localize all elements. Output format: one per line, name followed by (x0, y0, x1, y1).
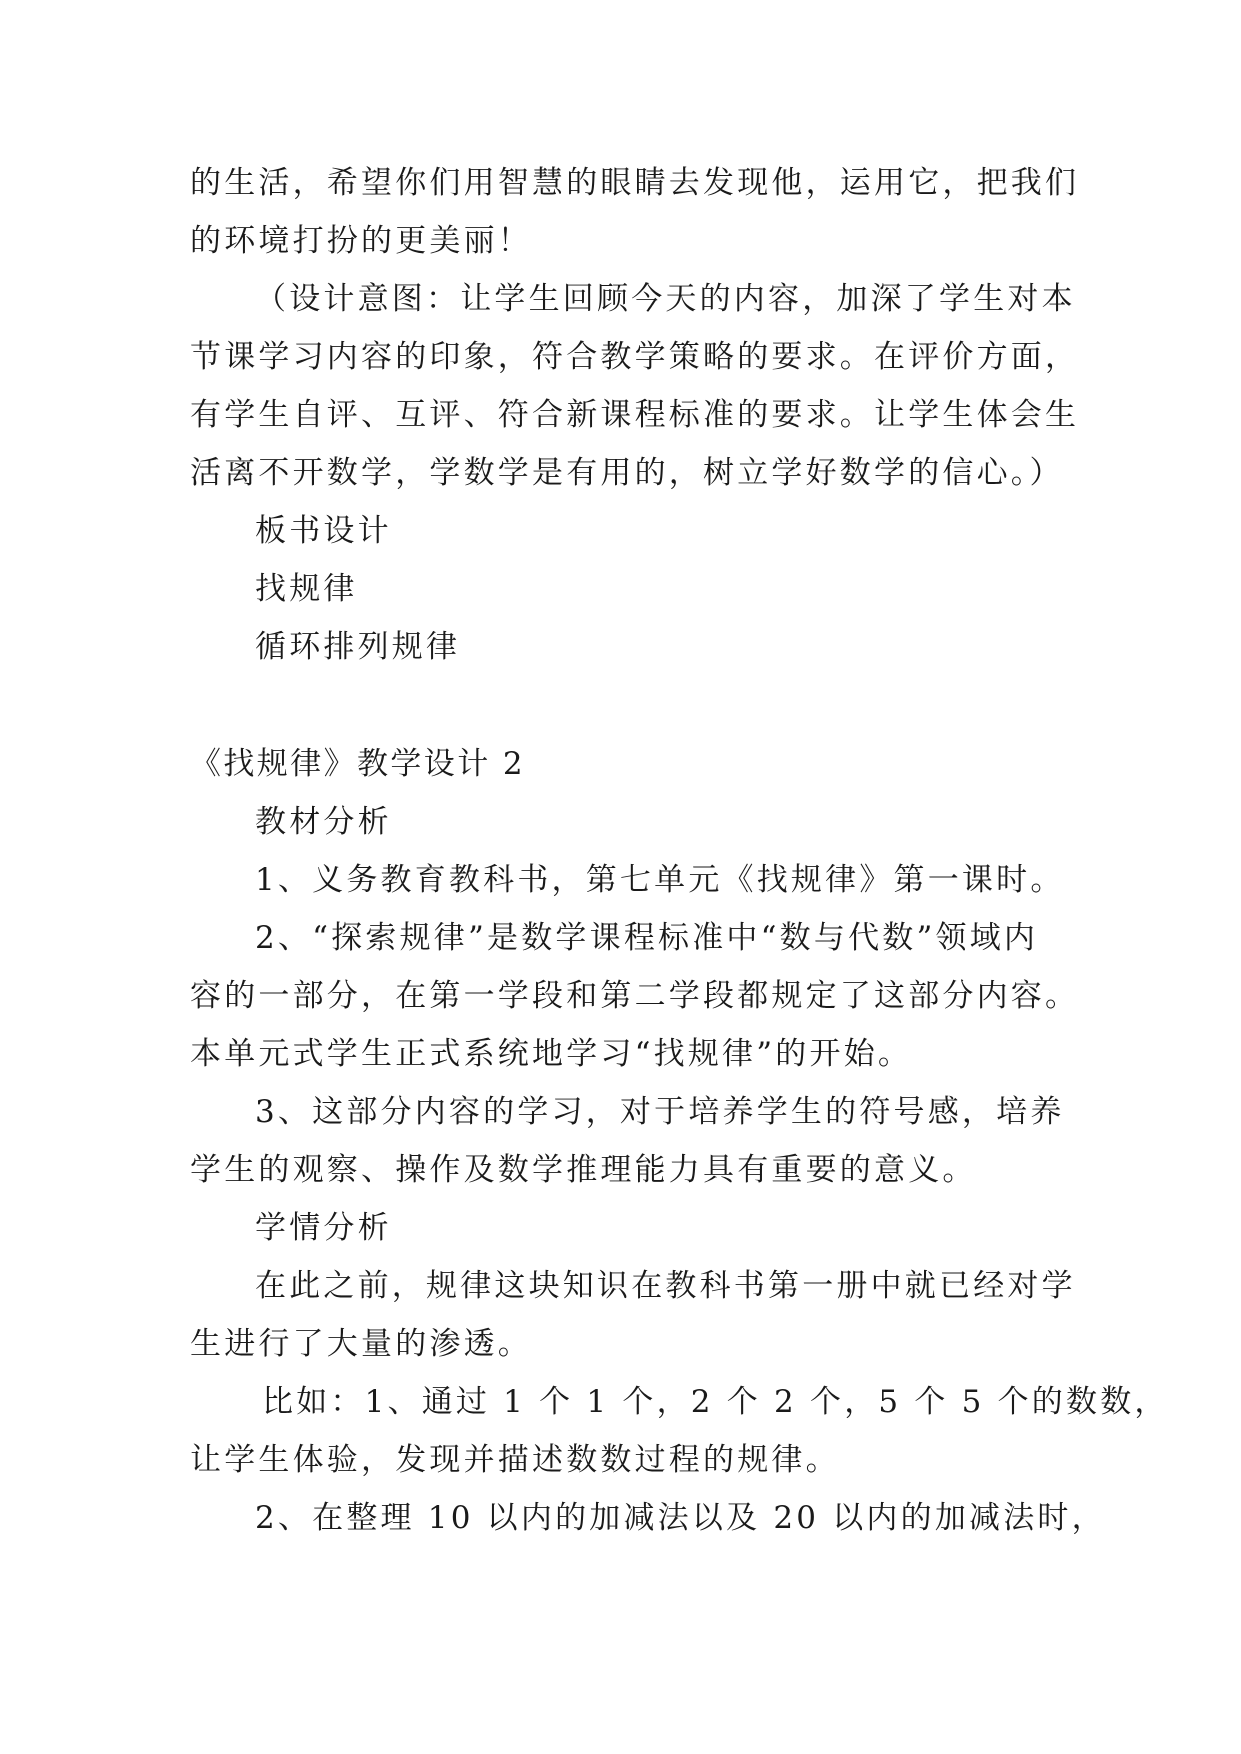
section-heading: 板书设计 (255, 513, 392, 549)
text-line: 1、义务教育教科书，第七单元《找规律》第一课时。 (255, 862, 1065, 898)
text-line: （设计意图：让学生回顾今天的内容，加深了学生对本 (255, 281, 1076, 317)
text-line: 在此之前，规律这块知识在教科书第一册中就已经对学 (255, 1268, 1076, 1304)
text-line: 生进行了大量的渗透。 (190, 1326, 532, 1362)
text-line: 的环境打扮的更美丽！ (190, 223, 532, 259)
text-line: 3、这部分内容的学习，对于培养学生的符号感，培养 (255, 1094, 1065, 1130)
text-line: 容的一部分，在第一学段和第二学段都规定了这部分内容。 (190, 978, 1080, 1014)
section-heading: 学情分析 (255, 1210, 392, 1246)
text-line: 比如：1、通过 1 个 1 个，2 个 2 个，5 个 5 个的数数， (262, 1384, 1169, 1420)
text-line: 循环排列规律 (255, 629, 461, 665)
text-line: 让学生体验，发现并描述数数过程的规律。 (190, 1442, 840, 1478)
text-line: 2、“探索规律”是数学课程标准中“数与代数”领域内 (255, 920, 1039, 956)
text-line: 找规律 (255, 571, 358, 607)
text-line: 活离不开数学，学数学是有用的，树立学好数学的信心。） (190, 455, 1064, 491)
text-line: 学生的观察、操作及数学推理能力具有重要的意义。 (190, 1152, 977, 1188)
text-line: 2、在整理 10 以内的加减法以及 20 以内的加减法时， (255, 1500, 1106, 1536)
text-line: 本单元式学生正式系统地学习“找规律”的开始。 (190, 1036, 913, 1072)
text-line: 节课学习内容的印象，符合教学策略的要求。在评价方面， (190, 339, 1080, 375)
section-heading: 教材分析 (255, 804, 392, 840)
text-line: 有学生自评、互评、符合新课程标准的要求。让学生体会生 (190, 397, 1080, 433)
document-title: 《找规律》教学设计 2 (190, 746, 525, 782)
text-line: 的生活，希望你们用智慧的眼睛去发现他，运用它，把我们 (190, 165, 1080, 201)
